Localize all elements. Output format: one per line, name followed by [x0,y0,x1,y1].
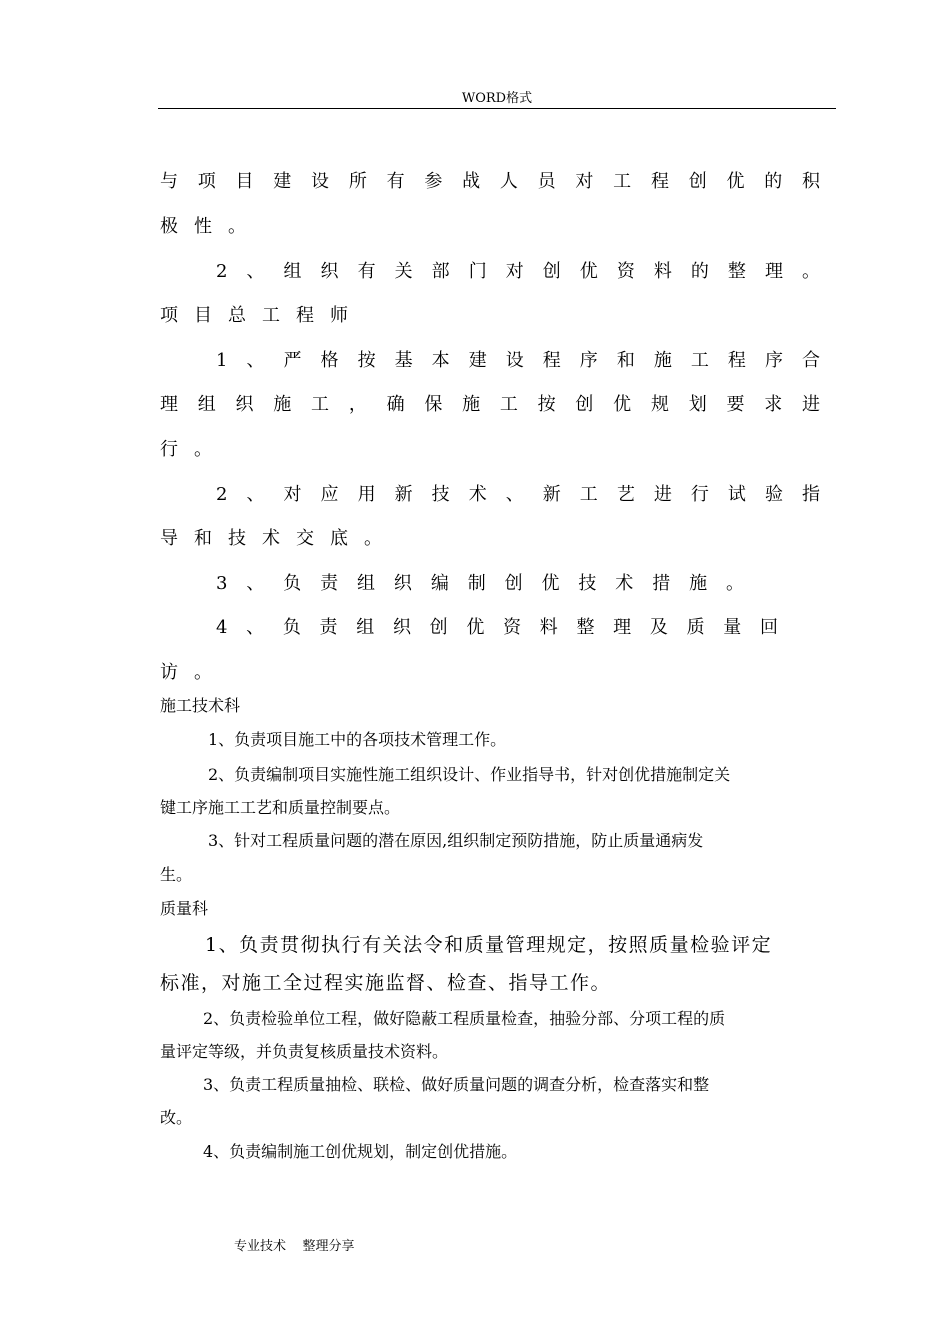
paragraph-line: 4、负责编制施工创优规划，制定创优措施。 [203,1142,518,1161]
paragraph-line: 1、严格按基本建设程序和施工程序合 [216,350,820,371]
paragraph-line: 导和技术交底。 [160,528,398,549]
section-title-chief-engineer: 项目总工程师 [160,305,364,326]
paragraph-line: 4、负责组织创优资料整理及质量回 [216,617,778,638]
paragraph-line: 键工序施工工艺和质量控制要点。 [160,798,401,817]
paragraph-line: 3、负责工程质量抽检、联检、做好质量问题的调查分析，检查落实和整 [203,1075,710,1094]
paragraph-line: 标准，对施工全过程实施监督、检查、指导工作。 [160,972,612,994]
paragraph-line: 2、对应用新技术、新工艺进行试验指 [216,484,820,505]
paragraph-line: 1、负责贯彻执行有关法令和质量管理规定，按照质量检验评定 [205,934,773,956]
paragraph-line: 量评定等级，并负责复核质量技术资料。 [160,1042,449,1061]
header-title: WORD格式 [461,91,533,106]
paragraph-line: 行。 [160,439,228,460]
paragraph-line: 理组织施工，确保施工按创优规划要求进 [160,394,820,415]
paragraph-line: 3、针对工程质量问题的潜在原因,组织制定预防措施，防止质量通病发 [208,831,704,850]
paragraph-line: 与项目建设所有参战人员对工程创优的积 [160,171,820,192]
paragraph-line: 2、负责编制项目实施性施工组织设计、作业指导书，针对创优措施制定关 [208,765,731,784]
paragraph-line: 访。 [160,662,228,683]
header-rule [158,108,836,109]
paragraph-line: 3、负责组织编制创优技术措施。 [216,573,744,594]
paragraph-line: 1、负责项目施工中的各项技术管理工作。 [208,730,507,749]
page-footer: 专业技术 整理分享 [234,1239,355,1254]
paragraph-line: 生。 [160,865,193,884]
paragraph-line: 2、组织有关部门对创优资料的整理。 [216,261,820,282]
paragraph-line: 极性。 [160,216,262,237]
section-title-tech: 施工技术科 [160,696,241,715]
paragraph-line: 2、负责检验单位工程，做好隐蔽工程质量检查，抽验分部、分项工程的质 [203,1009,726,1028]
section-title-quality: 质量科 [160,899,209,918]
paragraph-line: 改。 [160,1108,193,1127]
